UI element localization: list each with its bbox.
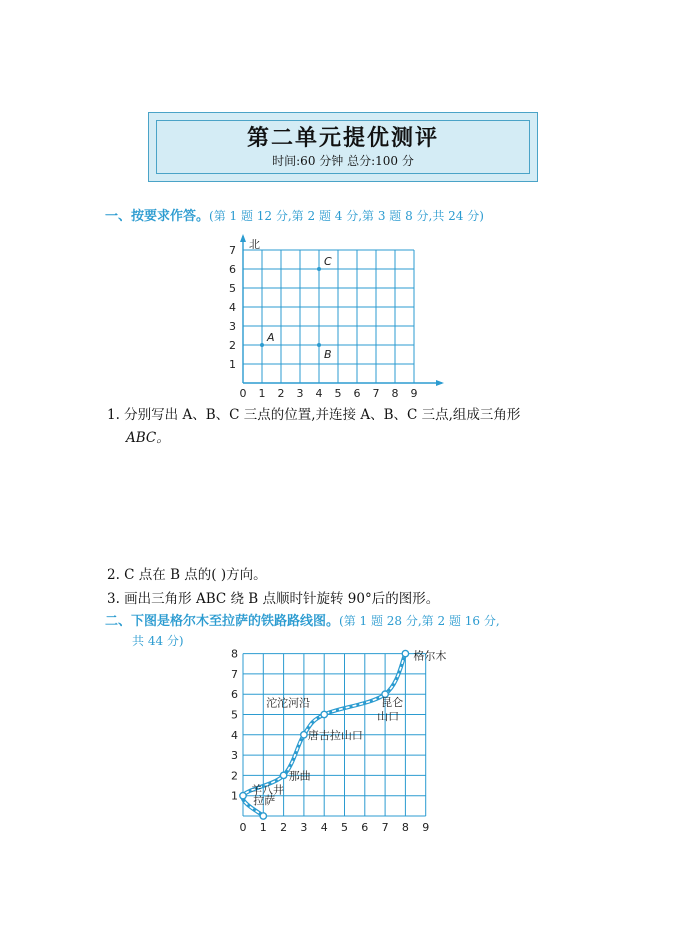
page-title: 第二单元提优测评: [246, 126, 439, 151]
map-y-tick: 1: [231, 789, 238, 803]
x-tick-label: 1: [258, 387, 266, 400]
section-2-points-2: 共 44 分): [132, 634, 184, 648]
map-y-tick: 3: [231, 749, 238, 763]
y-axis-arrow: [240, 234, 246, 242]
point-label-b: B: [324, 348, 332, 361]
question-1-line-1: 1. 分别写出 A、B、C 三点的位置,并连接 A、B、C 三点,组成三角形: [107, 407, 521, 423]
map-x-tick: 5: [341, 821, 348, 834]
point-label-c: C: [324, 255, 332, 268]
point-a: [260, 343, 264, 347]
map-y-tick: 6: [231, 688, 238, 702]
map-x-tick: 1: [259, 821, 267, 834]
question-1-line-2: ABC。: [126, 430, 170, 446]
station-label: 羊八井: [251, 783, 284, 797]
x-tick-label: 0: [239, 387, 247, 400]
x-tick-label: 4: [315, 387, 323, 400]
x-tick-label: 7: [372, 387, 380, 400]
map-x-tick: 7: [381, 821, 389, 834]
point-c: [317, 267, 321, 271]
question-3: 3. 画出三角形 ABC 绕 B 点顺时针旋转 90°后的图形。: [107, 591, 440, 607]
map-x-tick: 2: [280, 821, 288, 834]
title-box: [148, 112, 538, 182]
point-label-a: A: [267, 331, 275, 344]
section-2-heading: [105, 610, 500, 629]
station-label: 拉萨: [253, 794, 276, 807]
x-axis-arrow: [436, 380, 444, 386]
section-2-heading-cont: [132, 632, 184, 649]
map-y-tick: 5: [231, 708, 238, 722]
station-label: 格尔木: [413, 649, 447, 663]
map-x-tick: 9: [422, 821, 430, 834]
railway-map: [225, 648, 465, 838]
x-tick-label: 2: [277, 387, 285, 400]
y-tick-label: 6: [229, 263, 236, 276]
y-tick-label: 4: [229, 301, 236, 314]
station-label: 昆仑: [381, 696, 404, 710]
question-2: 2. C 点在 B 点的( )方向。: [107, 567, 267, 583]
x-tick-label: 3: [296, 387, 304, 400]
y-tick-label: 1: [229, 358, 236, 371]
x-tick-label: 6: [353, 387, 361, 400]
station-label: 沱沱河沿: [266, 696, 311, 710]
coordinate-grid: [225, 225, 455, 405]
y-tick-label: 5: [229, 282, 236, 295]
exam-info: 时间:60 分钟 总分:100 分: [272, 154, 414, 168]
x-tick-label: 8: [391, 387, 399, 400]
station-marker: [402, 650, 408, 656]
y-tick-label: 7: [229, 244, 236, 257]
map-y-tick: 4: [231, 728, 238, 742]
station-marker: [280, 772, 286, 778]
station-marker: [321, 711, 327, 717]
station-label: 山口: [377, 710, 400, 724]
station-marker: [260, 813, 266, 819]
y-tick-label: 3: [229, 320, 236, 333]
map-x-tick: 0: [239, 821, 247, 834]
map-y-tick: 7: [231, 667, 238, 681]
grid-marks: [229, 234, 444, 400]
section-2-title: 二、下图是格尔木至拉萨的铁路路线图。: [105, 614, 340, 629]
section-1-heading: [105, 205, 484, 224]
map-x-tick: 6: [361, 821, 369, 834]
y-tick-label: 2: [229, 339, 236, 352]
x-tick-label: 9: [410, 387, 418, 400]
station-label: 唐古拉山口: [307, 728, 363, 742]
north-label: 北: [249, 238, 260, 251]
station-label: 那曲: [288, 769, 311, 783]
map-y-tick: 2: [231, 769, 238, 783]
station-marker: [240, 793, 246, 799]
map-x-tick: 4: [320, 821, 328, 834]
map-y-tick: 8: [231, 648, 238, 661]
grid-lines: [243, 250, 414, 383]
map-x-tick: 8: [401, 821, 409, 834]
section-1-title: 一、按要求作答。: [105, 209, 210, 224]
point-b: [317, 343, 321, 347]
section-1-points: (第 1 题 12 分,第 2 题 4 分,第 3 题 8 分,共 24 分): [209, 209, 484, 223]
station-marker: [301, 732, 307, 738]
map-x-tick: 3: [300, 821, 308, 834]
section-2-points-1: (第 1 题 28 分,第 2 题 16 分,: [339, 614, 500, 628]
x-tick-label: 5: [334, 387, 342, 400]
